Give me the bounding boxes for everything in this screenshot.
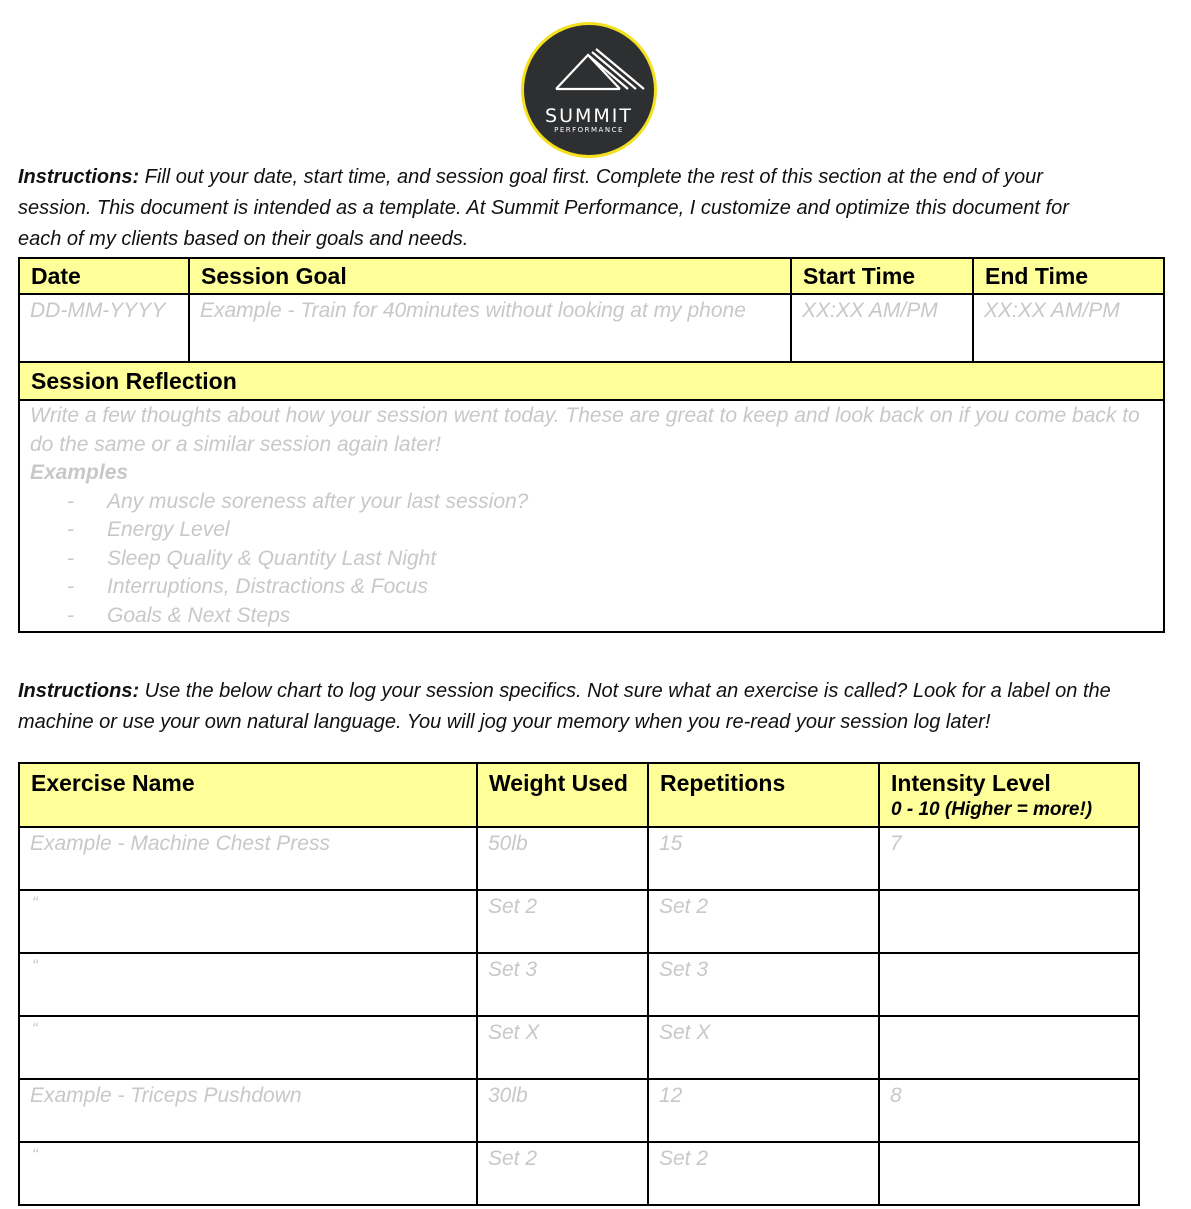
weight-cell[interactable]: Set X bbox=[477, 1016, 648, 1079]
exercise-name-cell[interactable]: Example - Machine Chest Press bbox=[19, 827, 477, 890]
instructions-line: Fill out your date, start time, and session goal first. Complete the rest of this section at the end of your bbox=[139, 166, 1043, 188]
start-time-header: Start Time bbox=[791, 258, 973, 294]
exercise-name-header: Exercise Name bbox=[19, 763, 477, 827]
date-header: Date bbox=[19, 258, 189, 294]
intensity-cell[interactable] bbox=[879, 1016, 1139, 1079]
intensity-scale: 0 - 10 (Higher = more!) bbox=[891, 799, 1093, 820]
reps-cell[interactable]: Set 2 bbox=[648, 1142, 879, 1205]
intensity-label: Intensity Level bbox=[891, 770, 1051, 796]
intensity-cell[interactable] bbox=[879, 953, 1139, 1016]
session-reflection-header: Session Reflection bbox=[19, 362, 1164, 400]
instructions-line: each of my clients based on their goals and needs. bbox=[18, 228, 469, 250]
reps-cell[interactable]: Set X bbox=[648, 1016, 879, 1079]
session-goal-field[interactable]: Example - Train for 40minutes without looking at my phone bbox=[189, 294, 791, 362]
instructions-line: machine or use your own natural language. You will jog your memory when you re-read your session log later! bbox=[18, 711, 991, 733]
logo-tagline: PERFORMANCE bbox=[554, 126, 624, 134]
examples-label: Examples bbox=[30, 461, 129, 484]
weight-cell[interactable]: Set 2 bbox=[477, 1142, 648, 1205]
weight-used-header: Weight Used bbox=[477, 763, 648, 827]
intensity-cell[interactable]: 7 bbox=[879, 827, 1139, 890]
mountain-icon bbox=[524, 25, 654, 155]
reps-cell[interactable]: 15 bbox=[648, 827, 879, 890]
instructions-label: Instructions: bbox=[18, 680, 140, 702]
intensity-cell[interactable] bbox=[879, 890, 1139, 953]
instructions-label: Instructions: bbox=[18, 166, 140, 188]
start-time-field[interactable]: XX:XX AM/PM bbox=[791, 294, 973, 362]
examples-list bbox=[30, 488, 1153, 631]
example-item: - Interruptions, Distractions & Focus bbox=[30, 573, 1153, 602]
example-item: - Energy Level bbox=[30, 516, 1153, 545]
date-field[interactable]: DD-MM-YYYY bbox=[19, 294, 189, 362]
end-time-header: End Time bbox=[973, 258, 1164, 294]
session-goal-header: Session Goal bbox=[189, 258, 791, 294]
reps-cell[interactable]: Set 2 bbox=[648, 890, 879, 953]
reflection-intro: Write a few thoughts about how your session went today. These are great to keep and look back on if you come back to do the same or a similar session again later! bbox=[30, 404, 1140, 456]
instructions-line: session. This document is intended as a template. At Summit Performance, I customize and optimize this document for bbox=[18, 197, 1069, 219]
exercise-name-cell[interactable]: “ bbox=[19, 953, 477, 1016]
reps-cell[interactable]: 12 bbox=[648, 1079, 879, 1142]
session-reflection-field[interactable] bbox=[19, 400, 1164, 632]
end-time-field[interactable]: XX:XX AM/PM bbox=[973, 294, 1164, 362]
logo-brand: SUMMIT bbox=[545, 105, 633, 127]
instructions-top bbox=[18, 162, 1069, 255]
weight-cell[interactable]: Set 2 bbox=[477, 890, 648, 953]
weight-cell[interactable]: 50lb bbox=[477, 827, 648, 890]
exercise-name-cell[interactable]: “ bbox=[19, 890, 477, 953]
instructions-line: Use the below chart to log your session specifics. Not sure what an exercise is called? Look for a label on the bbox=[139, 680, 1111, 702]
exercise-name-cell[interactable]: “ bbox=[19, 1142, 477, 1205]
reps-cell[interactable]: Set 3 bbox=[648, 953, 879, 1016]
intensity-header bbox=[879, 763, 1139, 827]
weight-cell[interactable]: 30lb bbox=[477, 1079, 648, 1142]
example-item: - Sleep Quality & Quantity Last Night bbox=[30, 545, 1153, 574]
exercise-name-cell[interactable]: Example - Triceps Pushdown bbox=[19, 1079, 477, 1142]
summit-performance-logo bbox=[521, 22, 657, 158]
exercise-table bbox=[18, 762, 1140, 1206]
intensity-cell[interactable] bbox=[879, 1142, 1139, 1205]
instructions-log bbox=[18, 676, 1111, 738]
repetitions-header: Repetitions bbox=[648, 763, 879, 827]
intensity-cell[interactable]: 8 bbox=[879, 1079, 1139, 1142]
session-table bbox=[18, 257, 1165, 633]
exercise-name-cell[interactable]: “ bbox=[19, 1016, 477, 1079]
weight-cell[interactable]: Set 3 bbox=[477, 953, 648, 1016]
example-item: - Goals & Next Steps bbox=[30, 602, 1153, 631]
example-item: - Any muscle soreness after your last session? bbox=[30, 488, 1153, 517]
